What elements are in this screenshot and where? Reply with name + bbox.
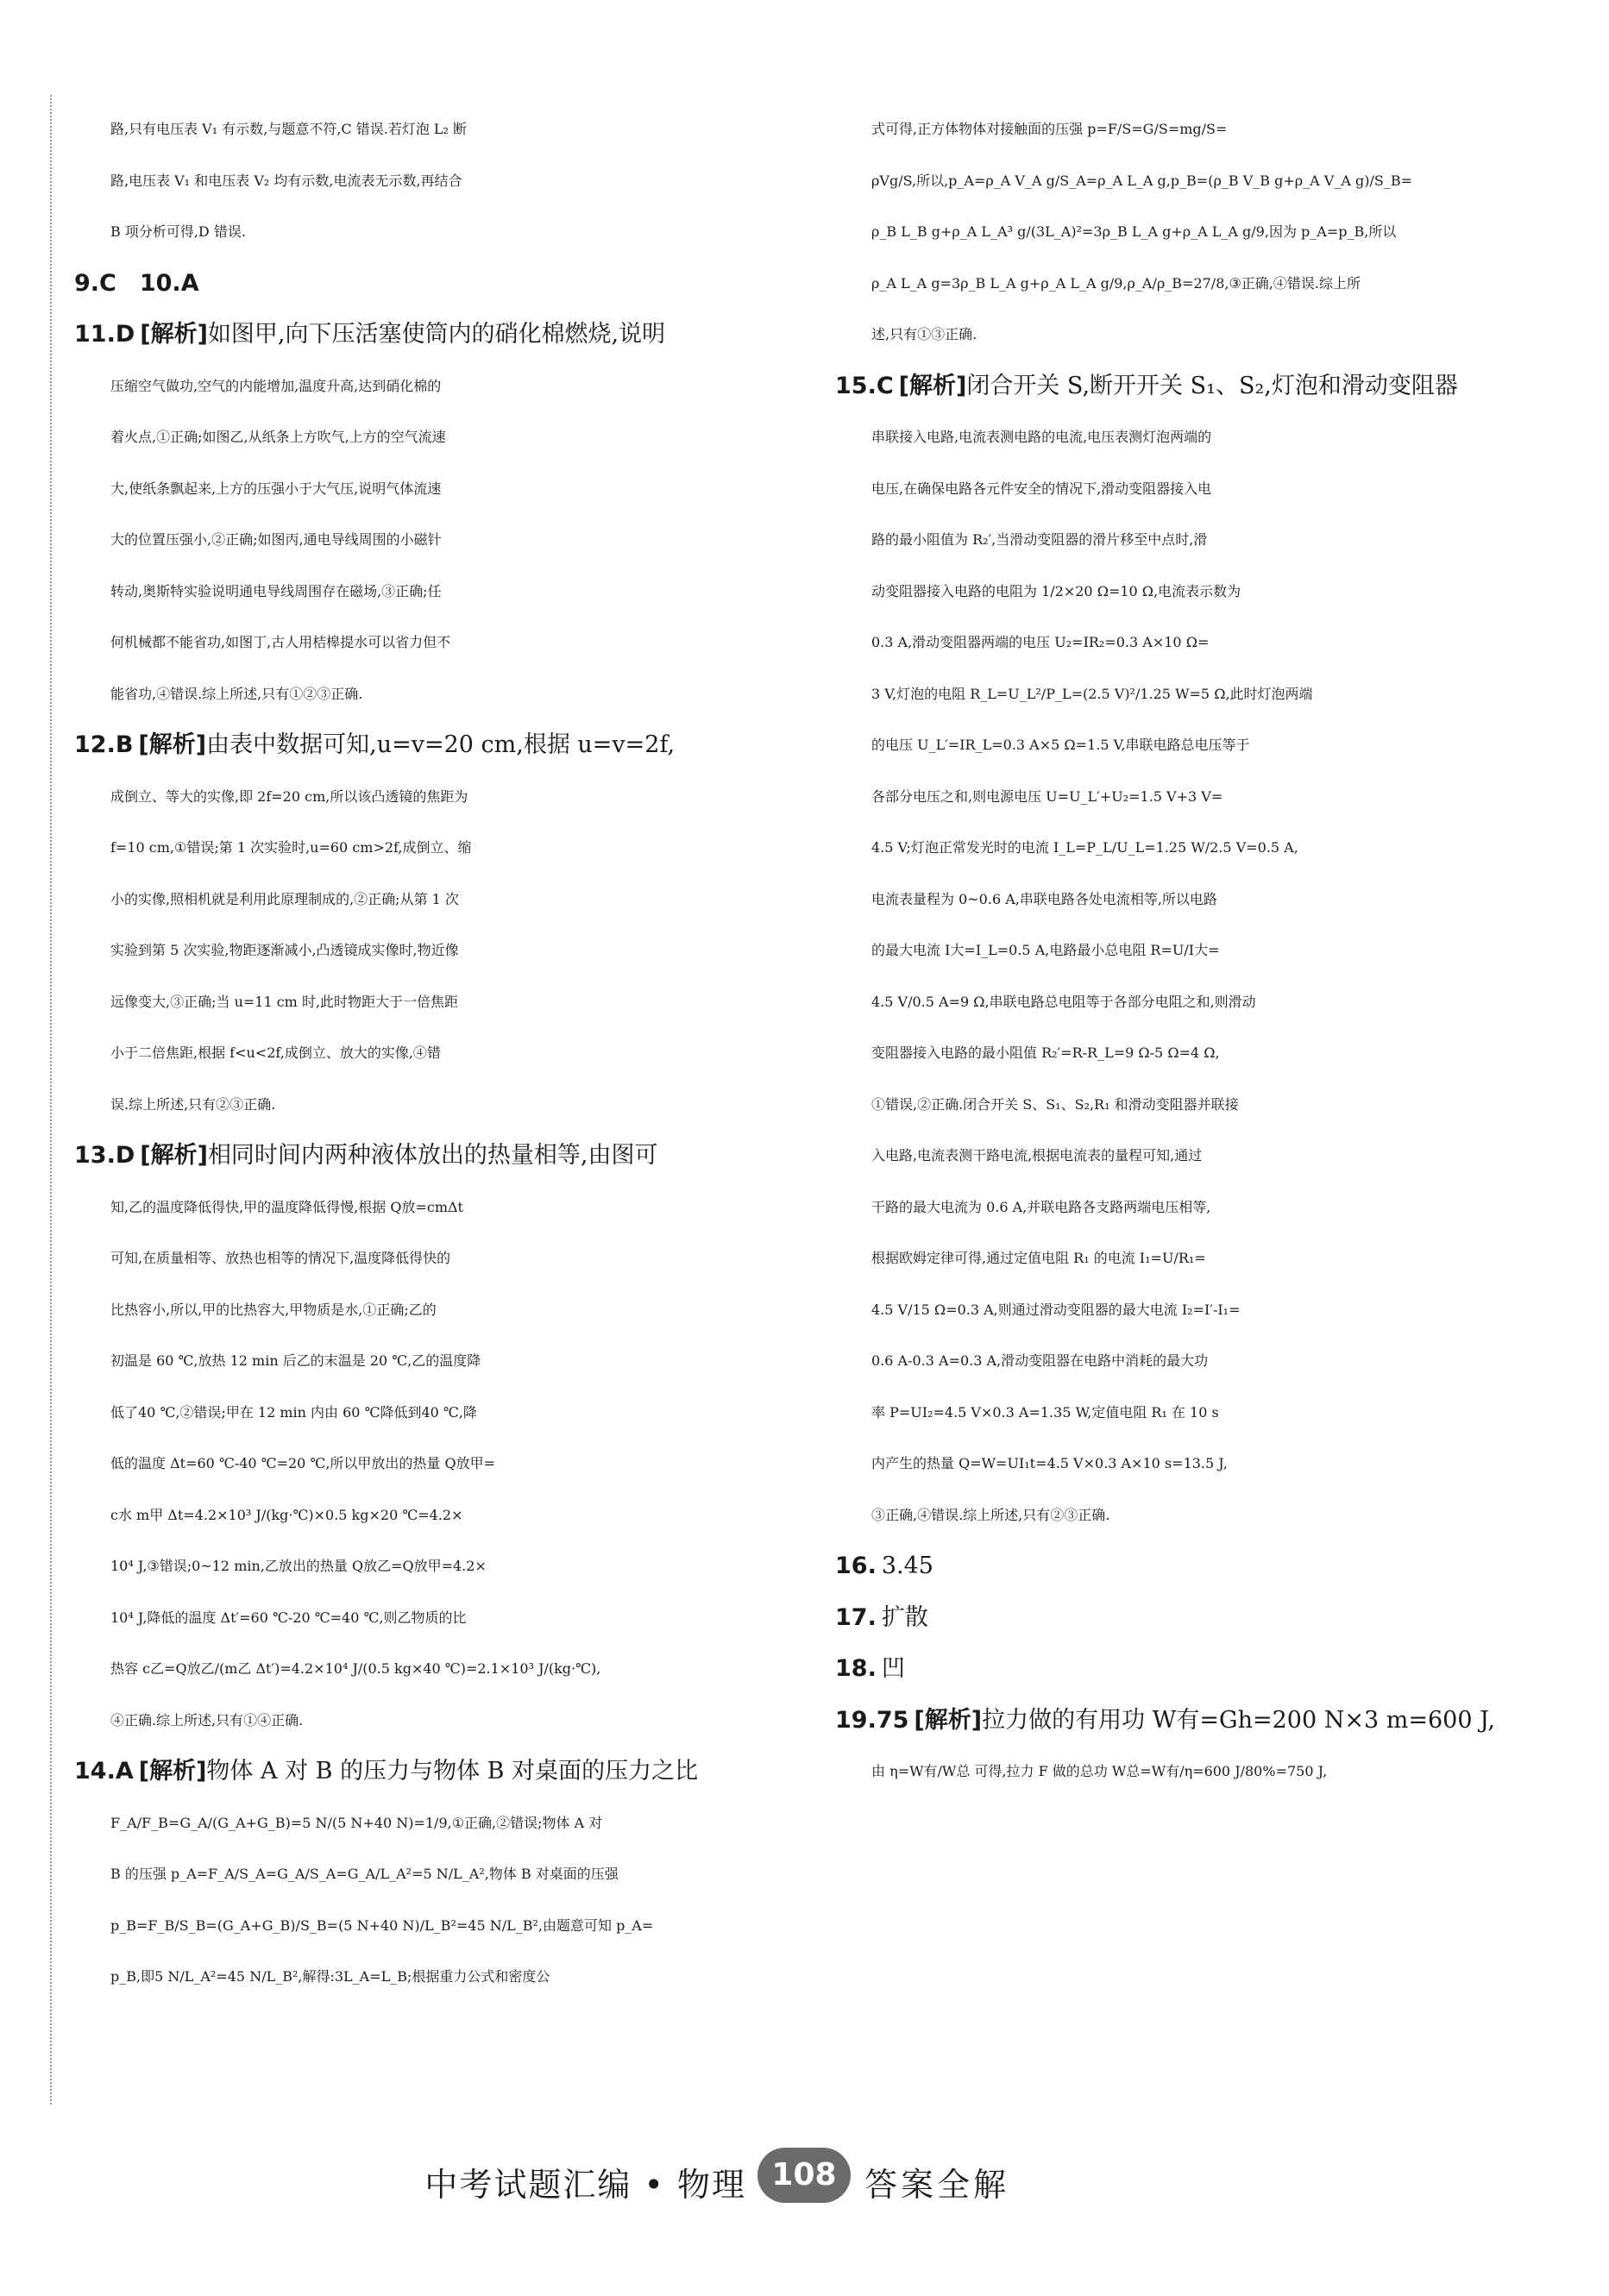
question-number: 14.A <box>74 1758 134 1785</box>
answer-paragraph <box>835 1643 1517 1695</box>
line-text: 如图甲,向下压活塞使筒内的硝化棉燃烧,说明 <box>207 321 666 348</box>
text-line <box>74 1335 756 1387</box>
question-number: 9.C 10.A <box>74 269 199 297</box>
text-line <box>835 1079 1517 1131</box>
text-line <box>835 104 1517 155</box>
line-text: 大的位置压强小,②正确;如图丙,通电导线周围的小磁针 <box>110 531 442 548</box>
footer-book-title: 中考试题汇编 • 物理 <box>424 2166 746 2204</box>
text-line <box>835 1233 1517 1284</box>
question-number: 16. <box>835 1553 877 1579</box>
text-line <box>74 719 756 771</box>
text-line <box>835 258 1517 310</box>
analysis-tag: [解析] <box>140 321 208 348</box>
line-text: 能省功,④错误.综上所述,只有①②③正确. <box>110 685 363 702</box>
left-column <box>74 104 756 2003</box>
line-text: ①错误,②正确.闭合开关 S、S₁、S₂,R₁ 和滑动变阻器并联接 <box>871 1095 1239 1113</box>
text-line <box>74 1130 756 1182</box>
text-line <box>835 771 1517 823</box>
text-line <box>74 668 756 720</box>
text-line <box>74 1695 756 1747</box>
line-text: 低了40 ℃,②错误;甲在 12 min 内由 60 ℃降低到40 ℃,降 <box>110 1403 477 1421</box>
line-text: 根据欧姆定律可得,通过定值电阻 R₁ 的电流 I₁=U/R₁= <box>871 1250 1206 1266</box>
text-line <box>835 874 1517 925</box>
answer-paragraph <box>835 1592 1517 1644</box>
text-line <box>835 1643 1517 1695</box>
text-line <box>74 617 756 668</box>
answer-paragraph <box>835 104 1517 361</box>
line-text: 电流表量程为 0~0.6 A,串联电路各处电流相等,所以电路 <box>871 890 1217 907</box>
line-text: 小的实像,照相机就是利用此原理制成的,②正确;从第 1 次 <box>110 890 459 907</box>
text-line <box>74 1438 756 1490</box>
text-line <box>74 1951 756 2003</box>
answer-paragraph <box>835 361 1517 1541</box>
text-line <box>74 1233 756 1284</box>
text-line <box>74 874 756 925</box>
line-text: ④正确.综上所述,只有①④正确. <box>110 1711 304 1728</box>
line-text: 4.5 V;灯泡正常发光时的电流 I_L=P_L/U_L=1.25 W/2.5 V=0.5 A, <box>871 839 1298 856</box>
question-number: 13.D <box>74 1142 135 1169</box>
text-line <box>835 719 1517 771</box>
text-line <box>74 1027 756 1079</box>
answer-text: 扩散 <box>881 1603 928 1631</box>
text-line <box>74 976 756 1028</box>
text-line <box>835 822 1517 874</box>
line-text: 电压,在确保电路各元件安全的情况下,滑动变阻器接入电 <box>871 480 1212 497</box>
analysis-tag: [解析] <box>138 731 207 758</box>
question-number: 15.C <box>835 372 894 399</box>
line-text: 闭合开关 S,断开开关 S₁、S₂,灯泡和滑动变阻器 <box>966 372 1458 399</box>
text-line <box>74 566 756 618</box>
text-line <box>835 1130 1517 1182</box>
text-line <box>835 1592 1517 1644</box>
text-line <box>835 668 1517 720</box>
text-line <box>74 1900 756 1952</box>
answer-paragraph <box>74 309 756 719</box>
line-text: 大,使纸条飘起来,上方的压强小于大气压,说明气体流速 <box>110 480 442 497</box>
text-line <box>835 566 1517 618</box>
text-line <box>74 1540 756 1592</box>
answer-paragraph <box>74 719 756 1130</box>
text-line <box>74 463 756 515</box>
line-text: 0.6 A-0.3 A=0.3 A,滑动变阻器在电路中消耗的最大功 <box>871 1352 1209 1369</box>
text-line <box>835 514 1517 566</box>
text-line <box>74 1079 756 1131</box>
text-line <box>835 1284 1517 1336</box>
answer-paragraph <box>74 104 756 258</box>
line-text: 拉力做的有用功 W有=Gh=200 N×3 m=600 J, <box>982 1706 1495 1734</box>
analysis-tag: [解析] <box>140 1142 208 1169</box>
answer-text: 3.45 <box>881 1553 933 1579</box>
line-text: 0.3 A,滑动变阻器两端的电压 U₂=IR₂=0.3 A×10 Ω= <box>871 634 1210 650</box>
text-line <box>74 514 756 566</box>
line-text: 干路的最大电流为 0.6 A,并联电路各支路两端电压相等, <box>871 1198 1211 1215</box>
question-number: 18. <box>835 1655 877 1682</box>
text-line <box>835 1746 1517 1797</box>
line-text: 式可得,正方体物体对接触面的压强 p=F/S=G/S=mg/S= <box>871 121 1228 137</box>
text-line <box>74 1643 756 1695</box>
line-text: 压缩空气做功,空气的内能增加,温度升高,达到硝化棉的 <box>110 377 442 394</box>
line-text: 的最大电流 I大=I_L=0.5 A,电路最小总电阻 R=U/I大= <box>871 942 1220 958</box>
line-text: 由 η=W有/W总 可得,拉力 F 做的总功 W总=W有/η=600 J/80%=750 J, <box>871 1763 1328 1779</box>
answer-paragraph <box>835 1695 1517 1797</box>
line-text: p_B=F_B/S_B=(G_A+G_B)/S_B=(5 N+40 N)/L_B²=45 N/L_B²,由题意可知 p_A= <box>110 1916 654 1934</box>
page-number: 108 <box>757 2148 851 2203</box>
line-text: ③正确,④错误.综上所述,只有②③正确. <box>871 1506 1110 1523</box>
line-text: 3 V,灯泡的电阻 R_L=U_L²/P_L=(2.5 V)²/1.25 W=5 Ω,此时灯泡两端 <box>871 685 1313 702</box>
text-line <box>835 1182 1517 1233</box>
text-line <box>835 411 1517 463</box>
line-text: 4.5 V/0.5 A=9 Ω,串联电路总电阻等于各部分电阻之和,则滑动 <box>871 993 1256 1010</box>
text-line <box>74 1284 756 1336</box>
text-line <box>835 1387 1517 1439</box>
text-line <box>835 1335 1517 1387</box>
line-text: 误.综上所述,只有②③正确. <box>110 1095 276 1113</box>
line-text: 动变阻器接入电路的电阻为 1/2×20 Ω=10 Ω,电流表示数为 <box>871 582 1241 599</box>
text-line <box>835 1027 1517 1079</box>
text-line <box>835 463 1517 515</box>
line-text: ρ_B L_B g+ρ_A L_A³ g/(3L_A)²=3ρ_B L_A g+ρ_A L_A g/9,因为 p_A=p_B,所以 <box>871 223 1397 240</box>
text-line <box>835 206 1517 258</box>
line-text: 各部分电压之和,则电源电压 U=U_L′+U₂=1.5 V+3 V= <box>871 787 1223 805</box>
text-line <box>835 1695 1517 1747</box>
analysis-tag: [解析] <box>898 372 967 399</box>
left-margin-rule <box>50 95 53 2105</box>
line-text: 10⁴ J,③错误;0~12 min,乙放出的热量 Q放乙=Q放甲=4.2× <box>110 1558 487 1574</box>
line-text: F_A/F_B=G_A/(G_A+G_B)=5 N/(5 N+40 N)=1/9,①正确,②错误;物体 A 对 <box>110 1814 603 1831</box>
line-text: p_B,即5 N/L_A²=45 N/L_B²,解得:3L_A=L_B;根据重力公式和密度公 <box>110 1968 550 1985</box>
line-text: f=10 cm,①错误;第 1 次实验时,u=60 cm>2f,成倒立、缩 <box>110 839 472 856</box>
line-text: 10⁴ J,降低的温度 Δt′=60 ℃-20 ℃=40 ℃,则乙物质的比 <box>110 1609 467 1626</box>
text-line <box>835 309 1517 361</box>
question-number: 12.B <box>74 731 134 758</box>
text-line <box>835 1490 1517 1541</box>
answer-paragraph <box>74 1130 756 1746</box>
answer-paragraph <box>74 1746 756 2003</box>
line-text: 内产生的热量 Q=W=UI₁t=4.5 V×0.3 A×10 s=13.5 J, <box>871 1455 1228 1471</box>
line-text: 4.5 V/15 Ω=0.3 A,则通过滑动变阻器的最大电流 I₂=I′-I₁= <box>871 1301 1241 1318</box>
text-line <box>74 822 756 874</box>
text-line <box>74 411 756 463</box>
text-line <box>74 361 756 412</box>
line-text: 串联接入电路,电流表测电路的电流,电压表测灯泡两端的 <box>871 429 1212 445</box>
line-text: 述,只有①③正确. <box>871 326 977 342</box>
text-line <box>835 361 1517 412</box>
line-text: 路,电压表 V₁ 和电压表 V₂ 均有示数,电流表无示数,再结合 <box>110 172 462 189</box>
line-text: 实验到第 5 次实验,物距逐渐减小,凸透镜成实像时,物近像 <box>110 942 459 958</box>
text-line <box>74 1746 756 1797</box>
analysis-tag: [解析] <box>914 1706 983 1734</box>
line-text: 相同时间内两种液体放出的热量相等,由图可 <box>207 1142 658 1169</box>
line-text: ρ_A L_A g=3ρ_B L_A g+ρ_A L_A g/9,ρ_A/ρ_B=27/8,③正确,④错误.综上所 <box>871 274 1361 292</box>
text-line <box>74 1848 756 1900</box>
line-text: 可知,在质量相等、放热也相等的情况下,温度降低得快的 <box>110 1250 451 1266</box>
text-line <box>74 925 756 976</box>
text-line <box>74 1387 756 1439</box>
line-text: 路的最小阻值为 R₂′,当滑动变阻器的滑片移至中点时,滑 <box>871 531 1208 548</box>
text-line <box>74 1182 756 1233</box>
line-text: 由表中数据可知,u=v=20 cm,根据 u=v=2f, <box>206 731 676 758</box>
line-text: 低的温度 Δt=60 ℃-40 ℃=20 ℃,所以甲放出的热量 Q放甲= <box>110 1455 496 1471</box>
line-text: 入电路,电流表测干路电流,根据电流表的量程可知,通过 <box>871 1147 1203 1164</box>
line-text: 着火点,①正确;如图乙,从纸条上方吹气,上方的空气流速 <box>110 429 446 445</box>
text-line <box>74 1490 756 1541</box>
line-text: c水 m甲 Δt=4.2×10³ J/(kg·℃)×0.5 kg×20 ℃=4.2× <box>110 1506 463 1523</box>
line-text: 初温是 60 ℃,放热 12 min 后乙的末温是 20 ℃,乙的温度降 <box>110 1352 481 1369</box>
answer-paragraph <box>74 258 756 310</box>
line-text: B 的压强 p_A=F_A/S_A=G_A/S_A=G_A/L_A²=5 N/L_A²,物体 B 对桌面的压强 <box>110 1866 619 1882</box>
line-text: 物体 A 对 B 的压力与物体 B 对桌面的压力之比 <box>206 1758 699 1785</box>
line-text: ρVg/S,所以,p_A=ρ_A V_A g/S_A=ρ_A L_A g,p_B=(ρ_B V_B g+ρ_A V_A g)/S_B= <box>871 172 1412 189</box>
text-line <box>835 1540 1517 1592</box>
line-text: 何机械都不能省功,如图丁,古人用桔槔提水可以省力但不 <box>110 634 451 650</box>
text-line <box>835 155 1517 207</box>
text-line <box>74 771 756 823</box>
question-number: 11.D <box>74 321 135 348</box>
footer-section-title: 答案全解 <box>864 2166 1010 2204</box>
analysis-tag: [解析] <box>138 1758 207 1785</box>
text-line <box>835 1438 1517 1490</box>
text-line <box>74 1592 756 1644</box>
text-line <box>74 104 756 155</box>
question-number: 17. <box>835 1603 877 1631</box>
text-line <box>835 976 1517 1028</box>
question-number: 19.75 <box>835 1706 909 1734</box>
text-line <box>835 617 1517 668</box>
text-line <box>835 925 1517 976</box>
line-text: 知,乙的温度降低得快,甲的温度降低得慢,根据 Q放=cmΔt <box>110 1198 463 1215</box>
line-text: 小于二倍焦距,根据 f<u<2f,成倒立、放大的实像,④错 <box>110 1044 441 1061</box>
line-text: 比热容小,所以,甲的比热容大,甲物质是水,①正确;乙的 <box>110 1301 437 1318</box>
line-text: 热容 c乙=Q放乙/(m乙 Δt′)=4.2×10⁴ J/(0.5 kg×40 ℃)=2.1×10³ J/(kg·℃), <box>110 1660 601 1677</box>
text-line <box>74 1797 756 1849</box>
text-line <box>74 155 756 207</box>
line-text: 远像变大,③正确;当 u=11 cm 时,此时物距大于一倍焦距 <box>110 993 459 1010</box>
answer-text: 凹 <box>881 1655 905 1682</box>
right-column <box>835 104 1517 1797</box>
line-text: 的电压 U_L′=IR_L=0.3 A×5 Ω=1.5 V,串联电路总电压等于 <box>871 737 1250 753</box>
line-text: 转动,奥斯特实验说明通电导线周围存在磁场,③正确;任 <box>110 582 442 599</box>
line-text: 路,只有电压表 V₁ 有示数,与题意不符,C 错误.若灯泡 L₂ 断 <box>110 121 468 137</box>
line-text: B 项分析可得,D 错误. <box>110 223 246 240</box>
text-line <box>74 258 756 310</box>
text-line <box>74 206 756 258</box>
line-text: 成倒立、等大的实像,即 2f=20 cm,所以该凸透镜的焦距为 <box>110 787 468 805</box>
line-text: 变阻器接入电路的最小阻值 R₂′=R-R_L=9 Ω-5 Ω=4 Ω, <box>871 1044 1220 1061</box>
page-footer <box>0 2148 1609 2217</box>
line-text: 率 P=UI₂=4.5 V×0.3 A=1.35 W,定值电阻 R₁ 在 10 s <box>871 1403 1219 1421</box>
text-line <box>74 309 756 361</box>
answer-paragraph <box>835 1540 1517 1592</box>
